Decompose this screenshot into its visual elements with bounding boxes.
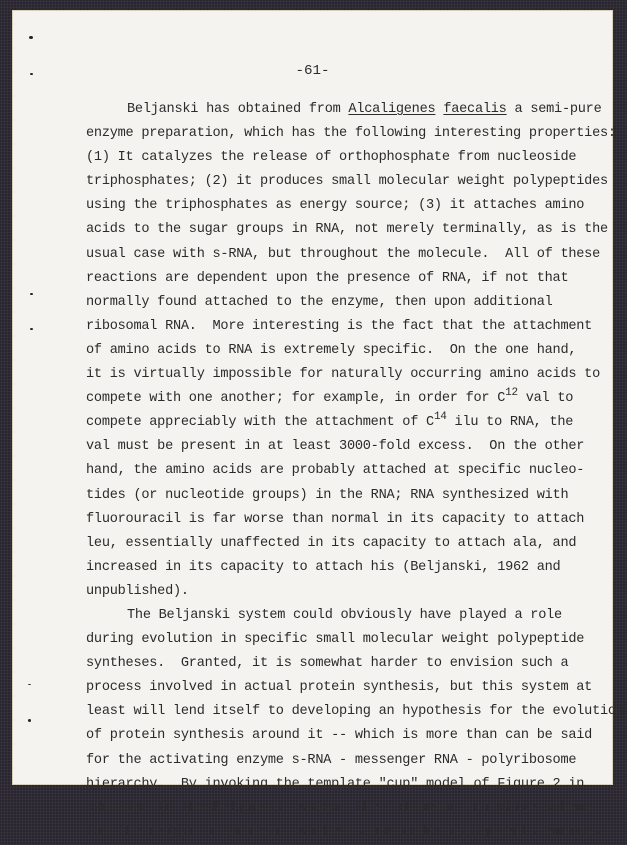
text-line: (1) It catalyzes the release of orthophosphate from nucleoside (86, 150, 577, 166)
margin-mark-icon (30, 293, 33, 295)
isotope-superscript: 12 (505, 387, 518, 400)
margin-mark-icon (29, 36, 33, 39)
text-line: hand, the amino acids are probably attached at specific nucleo- (86, 463, 585, 479)
text-line: acids to the sugar groups in RNA, not merely terminally, as is the (86, 222, 608, 238)
paragraph-1 (86, 98, 616, 604)
text-line: unpublished). (86, 583, 189, 599)
text-line: of amino acids to RNA is extremely specific. On the one hand, (86, 342, 577, 358)
text-line: increased in its capacity to attach his (Beljanski, 1962 and (86, 559, 561, 575)
text-line: during evolution in specific small molecular weight polypeptide (86, 632, 585, 648)
text-line: val must be present in at least 3000-fold excess. On the other (86, 439, 585, 455)
text-line: usual case with s-RNA, but throughout the molecule. All of these (86, 246, 600, 262)
text-line: of protein synthesis around it -- which is more than can be said (86, 728, 593, 744)
body-text (86, 98, 624, 845)
document-page (13, 11, 624, 840)
text-line: triphosphates; (2) it produces small molecular weight polypeptides (86, 174, 608, 190)
page-number: -61- (295, 63, 330, 79)
text-line: least will lend itself to developing an hypothesis for the evolution (86, 704, 624, 720)
text-line: hierarchy. By invoking the template "cup" model of Figure 2 in (86, 776, 585, 792)
paragraph-2 (86, 604, 624, 845)
text-line: compete with one another; for example, in order for $C^{12}$ val to (86, 387, 574, 407)
text-line: Beljanski has obtained from Alcaligenes faecalis a semi-pure (127, 102, 602, 117)
margin-mark-icon (30, 328, 33, 330)
text-line: reactions are dependent upon the presence of RNA, if not that (86, 270, 569, 286)
text-line: for the activating enzyme s-RNA - messenger RNA - polyribosome (86, 752, 577, 768)
isotope-superscript: 14 (433, 411, 447, 424)
text-line: fluorouracil is far worse than normal in its capacity to attach (86, 511, 585, 527)
text-line: normally found attached to the enzyme, then upon additional (86, 294, 553, 310)
species-genus: Alcaligenes (348, 102, 436, 117)
margin-mark-icon (28, 684, 31, 685)
text-line: it is virtually impossible for naturally occurring amino acids to (86, 367, 600, 383)
text-line: The Beljanski system could obviously have played a role (127, 607, 562, 623)
text-line: leu, essentially unaffected in its capacity to attach ala, and (86, 535, 577, 551)
margin-mark-icon (28, 719, 31, 722)
text-line: process involved in actual protein synthesis, but this system at (86, 680, 593, 696)
text-line: enzyme preparation, which has the following interesting properties: (86, 126, 616, 142)
species-epithet: faecalis (443, 102, 507, 117)
text-line: for the origin of protein synthesis and codon assignments emerges: (86, 824, 608, 840)
text-line: using the triphosphates as energy source; (3) it attaches amino (86, 198, 585, 214)
text-line: ribosomal RNA. More interesting is the fact that the attachment (86, 318, 593, 334)
text-line: syntheses. Granted, it is somewhat harder to envision such a (86, 656, 569, 672)
text-line: compete appreciably with the attachment of $C^{14}$ ilu to RNA, the (86, 411, 574, 431)
text-line: addition to the Beljanski system, the following tentative scheme (86, 800, 593, 816)
text-line: tides (or nucleotide groups) in the RNA; RNA synthesized with (86, 487, 569, 503)
